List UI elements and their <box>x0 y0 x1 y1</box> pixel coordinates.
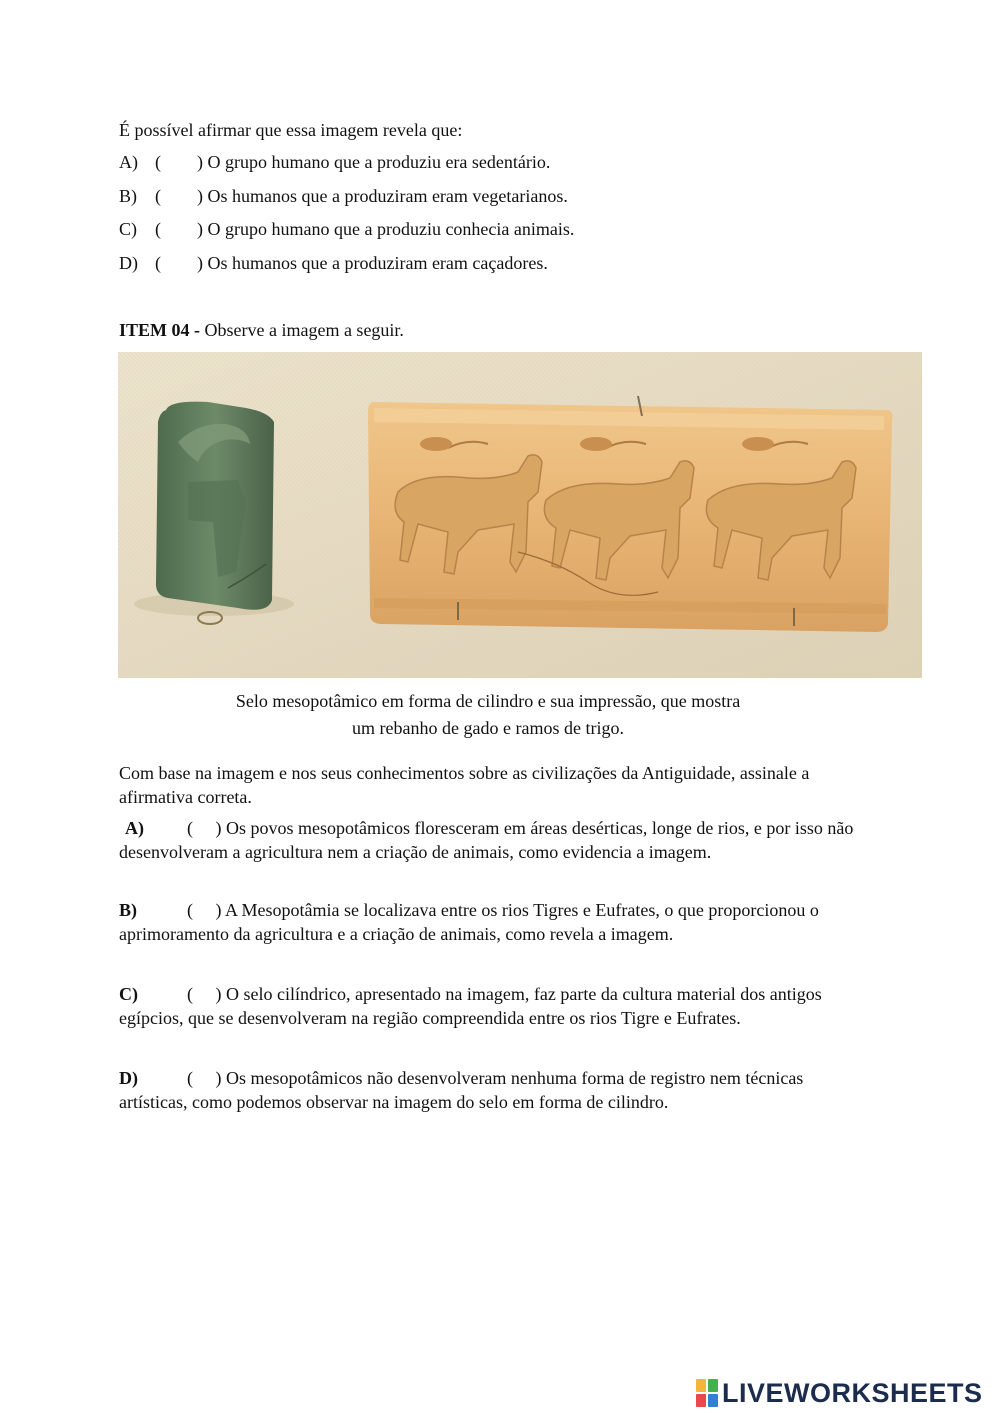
option-letter: C) <box>119 219 137 239</box>
option-paren: ( <box>187 818 193 838</box>
option-text: ) O grupo humano que a produziu conhecia animais. <box>197 219 575 239</box>
option-c-item3[interactable] <box>119 217 574 241</box>
option-letter: A) <box>125 818 144 838</box>
option-d-item3[interactable] <box>119 251 548 275</box>
option-text: ) Os mesopotâmicos não desenvolveram nenhuma forma de registro nem técnicas artísticas, como podemos observar na imagem do selo em forma de cilindro. <box>119 1068 804 1112</box>
item-4-intro: Com base na imagem e nos seus conhecimentos sobre as civilizações da Antiguidade, assinale a afirmativa correta. <box>119 763 810 807</box>
option-paren: ( <box>187 984 193 1004</box>
figure-caption-line-1: Selo mesopotâmico em forma de cilindro e sua impressão, que mostra <box>235 691 741 711</box>
option-letter: B) <box>119 900 137 920</box>
option-text: ) A Mesopotâmia se localizava entre os rios Tigres e Eufrates, o que proporcionou o aprimoramento da agricultura e a criação de animais, como revela a imagem. <box>119 900 819 944</box>
option-d-item4[interactable] <box>119 1066 859 1114</box>
option-letter: D) <box>119 253 138 273</box>
option-c-item4[interactable] <box>119 982 859 1030</box>
question-intro: É possível afirmar que essa imagem revela que: <box>119 120 463 140</box>
option-text: ) O selo cilíndrico, apresentado na imagem, faz parte da cultura material dos antigos egípcios, que se desenvolveram na região compreendida entre os rios Tigre e Eufrates. <box>119 984 822 1028</box>
option-text: ) Os humanos que a produziram eram vegetarianos. <box>197 186 568 206</box>
cylinder-seal-photo <box>118 352 922 678</box>
liveworksheets-logo[interactable] <box>696 1378 983 1408</box>
option-b-item4[interactable] <box>119 898 859 946</box>
green-cylinder-seal <box>134 402 294 624</box>
item-instruction: Observe a imagem a seguir. <box>200 320 404 340</box>
option-paren: ( <box>155 219 161 239</box>
option-text: ) Os povos mesopotâmicos floresceram em áreas desérticas, longe de rios, e por isso não desenvolveram a agricultura nem a criação de animais, como evidencia a imagem. <box>119 818 854 862</box>
item-4-title <box>119 318 404 342</box>
option-letter: B) <box>119 186 137 206</box>
option-paren: ( <box>155 186 161 206</box>
option-letter: C) <box>119 984 138 1004</box>
option-text: ) Os humanos que a produziram eram caçadores. <box>197 253 548 273</box>
option-letter: A) <box>119 152 138 172</box>
figure-caption-line-2: um rebanho de gado e ramos de trigo. <box>352 718 624 738</box>
option-text: ) O grupo humano que a produziu era sedentário. <box>197 152 551 172</box>
liveworksheets-brand: LIVEWORKSHEETS <box>722 1377 983 1408</box>
option-a-item3[interactable] <box>119 150 550 174</box>
option-a-item4[interactable] <box>119 816 859 864</box>
option-paren: ( <box>155 152 161 172</box>
option-paren: ( <box>187 900 193 920</box>
option-b-item3[interactable] <box>119 184 568 208</box>
option-letter: D) <box>119 1068 138 1088</box>
clay-impression <box>368 396 893 632</box>
option-paren: ( <box>155 253 161 273</box>
option-paren: ( <box>187 1068 193 1088</box>
item-label: ITEM 04 - <box>119 320 200 340</box>
liveworksheets-logo-icon <box>696 1379 718 1407</box>
